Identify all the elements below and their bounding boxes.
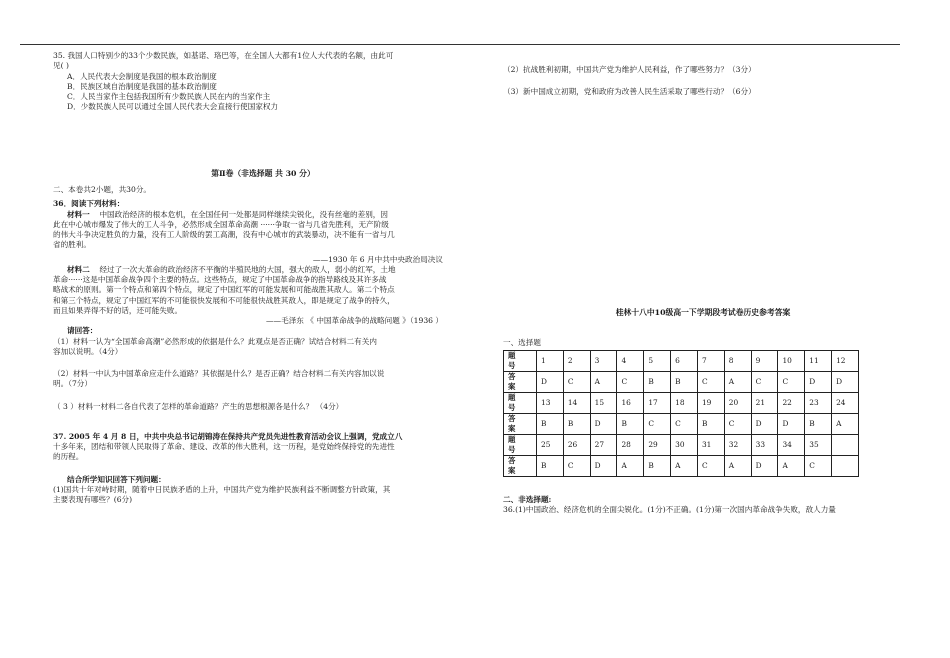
- choice-section-label: 一、选择题: [503, 338, 541, 348]
- table-cell: B: [537, 414, 564, 435]
- table-row: [504, 351, 859, 372]
- row-header-cell: 答 案: [504, 414, 537, 435]
- table-cell: C: [697, 456, 724, 477]
- table-cell: 4: [617, 351, 644, 372]
- table-cell: 32: [724, 435, 751, 456]
- table-cell: 25: [537, 435, 564, 456]
- q36-sub1-line2: 容加以说明。（4分）: [53, 346, 123, 356]
- table-cell: C: [671, 414, 698, 435]
- table-cell: C: [805, 456, 832, 477]
- table-cell: 1: [537, 351, 564, 372]
- table-cell: 8: [724, 351, 751, 372]
- table-cell: 30: [671, 435, 698, 456]
- q37-line1: 37. 2005 年 4 月 8 日，中共中央总书记胡锦涛在保持共产党员先进性教育活动会议上强调，党成立八: [53, 431, 403, 441]
- table-cell: 11: [805, 351, 832, 372]
- material2-text: 经过了一次大革命的政治经济不平衡的半殖民地的大国，强大的敌人，弱小的红军，土地: [99, 264, 396, 274]
- q36-material1-line3: 的伟大斗争决定胜负的力量，没有工人阶级的罢工高潮，没有中心城市的武装暴动，决不能有一省与几: [53, 230, 395, 240]
- row-header-cell: 答 案: [504, 456, 537, 477]
- q37-sub1-line2: 主要表现有哪些？(6分): [53, 495, 133, 505]
- table-cell: D: [537, 372, 564, 393]
- table-cell: B: [644, 456, 671, 477]
- q35-option-a: A．人民代表大会制度是我国的根本政治制度: [67, 71, 217, 81]
- table-cell: A: [590, 372, 617, 393]
- table-cell: 35: [805, 435, 832, 456]
- q35-option-c: C．人民当家作主包括我国所有少数民族人民在内的当家作主: [67, 92, 271, 101]
- table-cell: 13: [537, 393, 564, 414]
- table-cell: 34: [778, 435, 805, 456]
- table-cell: C: [751, 372, 778, 393]
- q36-sub3: （ 3 ）材料一材料二各自代表了怎样的革命道路？产生的思想根源各是什么？ （4分）: [53, 401, 344, 411]
- table-cell: 23: [805, 393, 832, 414]
- table-cell: A: [724, 372, 751, 393]
- table-cell: 10: [778, 351, 805, 372]
- table-cell: B: [563, 414, 590, 435]
- q36-head: 36．阅读下列材料：: [53, 199, 125, 209]
- table-cell: B: [537, 456, 564, 477]
- material1-label: 材料一: [67, 209, 90, 219]
- table-cell: B: [697, 414, 724, 435]
- material1-source: ——1930 年 6 月中共中央政治局决议: [312, 254, 443, 264]
- answer-table: [503, 350, 859, 477]
- q36-sub2-line2: 明。（7分）: [53, 379, 92, 389]
- table-cell: A: [832, 414, 859, 435]
- table-cell: D: [832, 372, 859, 393]
- table-cell: D: [805, 372, 832, 393]
- table-cell: 14: [563, 393, 590, 414]
- table-cell: C: [697, 372, 724, 393]
- table-cell: 24: [832, 393, 859, 414]
- row-header-cell: 答 案: [504, 372, 537, 393]
- q36-material1-line1: [53, 210, 473, 220]
- table-cell: 29: [644, 435, 671, 456]
- q36-material2-line2: 革命······这是中国革命战争四个主要的特点。这些特点，规定了中国革命战争的指导路线及其许多战: [53, 275, 387, 285]
- table-row: [504, 435, 859, 456]
- q36-sub2-line1: （2）材料一中认为中国革命应走什么道路？其依据是什么？是否正确？结合材料二有关内容加以说: [53, 369, 385, 379]
- table-cell: 21: [751, 393, 778, 414]
- table-cell: 9: [751, 351, 778, 372]
- section2-title: 第Ⅱ卷（非选择题 共 30 分）: [211, 168, 315, 178]
- q37-sub1-line1: (1)国共十年对峙时期，随着中日民族矛盾的上升，中国共产党为维护民族利益不断调整方针政策，其: [53, 484, 391, 494]
- table-cell: C: [644, 414, 671, 435]
- table-cell: A: [671, 456, 698, 477]
- left-column: [53, 51, 473, 505]
- q37-line3: 的历程。: [53, 452, 84, 462]
- table-cell: D: [751, 456, 778, 477]
- table-cell: B: [671, 372, 698, 393]
- table-cell: 12: [832, 351, 859, 372]
- q35-stem-cont: 见( ): [53, 61, 69, 71]
- table-cell: D: [778, 414, 805, 435]
- table-cell: 16: [617, 393, 644, 414]
- answer-36-line1: 36.(1)中国政治、经济危机的全面尖锐化。(1分)不正确。(1分)第一次国内革命战争失败，敌人力量: [503, 505, 836, 515]
- row-header-cell: 题 号: [504, 393, 537, 414]
- table-cell: C: [563, 456, 590, 477]
- q36-material2-line4: 和第三个特点，规定了中国红军的不可能很快发展和不可能很快战胜其敌人，即是规定了战争的持久，: [53, 295, 395, 305]
- material1-text: 中国政治经济的根本危机，在全国任何一处都是同样继续尖锐化，没有丝毫的差别，因: [99, 209, 388, 219]
- table-cell: [832, 435, 859, 456]
- table-cell: 27: [590, 435, 617, 456]
- q36-material1-line4: 省的胜利。: [53, 240, 91, 250]
- section2-intro: 二、本卷共2小题，共30分。: [53, 185, 152, 195]
- q37-line2: 十多年来，团结和带领人民取得了革命、建设、改革的伟大胜利，这一历程，是党始终保持党的先进性: [53, 442, 395, 452]
- table-cell: 7: [697, 351, 724, 372]
- table-cell: 19: [697, 393, 724, 414]
- q36-material1-line2: 此在中心城市爆发了伟大的工人斗争，必然形成全国革命高潮 ······争取一省与几省先胜利，无产阶级: [53, 219, 389, 229]
- table-cell: A: [778, 456, 805, 477]
- answer-key-title: 桂林十八中10级高一下学期段考试卷历史参考答案: [615, 307, 791, 317]
- table-cell: 26: [563, 435, 590, 456]
- table-cell: C: [724, 414, 751, 435]
- table-cell: D: [751, 414, 778, 435]
- table-cell: B: [644, 372, 671, 393]
- material2-source: ——毛泽东 《 中国革命战争的战略问题 》（1936 ）: [265, 316, 443, 326]
- q36-material2-line3: 略战术的原则。第一个特点和第四个特点，规定了中国红军的可能发展和可能战胜其敌人。第二个特点: [53, 285, 395, 295]
- table-cell: 6: [671, 351, 698, 372]
- table-cell: 33: [751, 435, 778, 456]
- row-header-cell: 题 号: [504, 351, 537, 372]
- q36-sub1-line1: （1）材料一认为“全国革命高潮”必然形成的依据是什么？此观点是否正确？试结合材料二有关内: [53, 336, 377, 346]
- table-cell: D: [590, 414, 617, 435]
- table-cell: 3: [590, 351, 617, 372]
- q35-option-b: B．民族区域自治制度是我国的基本政治制度: [67, 81, 217, 91]
- table-row: [504, 372, 859, 393]
- q35-stem: 35. 我国人口特别少的33个少数民族，如基诺、珞巴等，在全国人大都有1位人大代表的名额，由此可: [53, 51, 394, 60]
- table-cell: 28: [617, 435, 644, 456]
- table-row: [504, 414, 859, 435]
- table-cell: A: [617, 456, 644, 477]
- table-cell: B: [805, 414, 832, 435]
- right-column: [503, 65, 903, 516]
- table-cell: 5: [644, 351, 671, 372]
- table-cell: 17: [644, 393, 671, 414]
- row-header-cell: 题 号: [504, 435, 537, 456]
- table-cell: B: [617, 414, 644, 435]
- table-row: [504, 393, 859, 414]
- table-cell: 15: [590, 393, 617, 414]
- q37-sub3: （3）新中国成立初期，党和政府为改善人民生活采取了哪些行动？（6分）: [503, 87, 756, 97]
- table-cell: A: [724, 456, 751, 477]
- table-cell: 20: [724, 393, 751, 414]
- q37-ask: 结合所学知识回答下列问题：: [67, 474, 166, 484]
- q36-material2-line5: 而且如果弄得不好的话，还可能失败。: [53, 305, 183, 315]
- q36-material2-line1: [53, 265, 473, 275]
- table-cell: C: [617, 372, 644, 393]
- top-rule: [20, 44, 900, 45]
- q36-ask: 请回答：: [67, 326, 98, 336]
- table-cell: 31: [697, 435, 724, 456]
- table-row: [504, 456, 859, 477]
- q35-option-d: D．少数民族人民可以通过全国人民代表大会直接行使国家权力: [67, 102, 279, 112]
- table-cell: D: [590, 456, 617, 477]
- nonchoice-section-label: 二、非选择题:: [503, 495, 552, 505]
- table-cell: [832, 456, 859, 477]
- table-cell: 18: [671, 393, 698, 414]
- table-cell: C: [563, 372, 590, 393]
- table-cell: C: [778, 372, 805, 393]
- table-cell: 2: [563, 351, 590, 372]
- table-cell: 22: [778, 393, 805, 414]
- q37-sub2: （2）抗战胜利初期，中国共产党为维护人民利益，作了哪些努力？（3分）: [503, 65, 756, 74]
- material2-label: 材料二: [67, 264, 90, 274]
